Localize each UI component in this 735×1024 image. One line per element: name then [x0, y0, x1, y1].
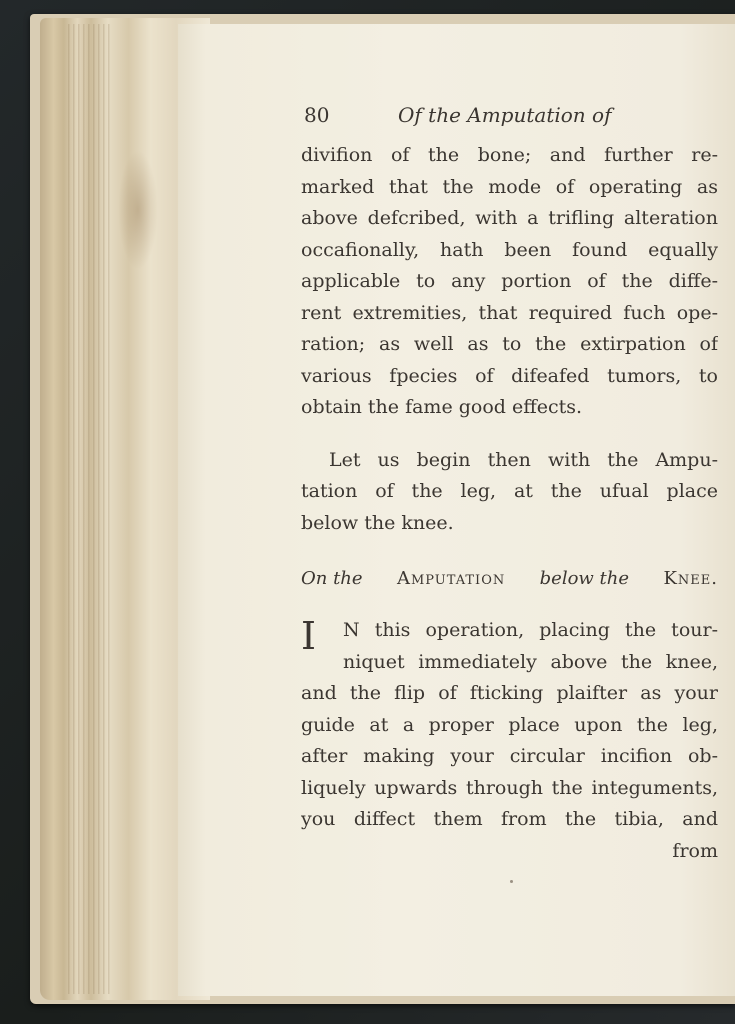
text-line: guide at a proper place upon the leg, [301, 713, 718, 736]
text-line: you diffect them from the tibia, and [301, 808, 718, 830]
heading-prefix: On the [301, 568, 363, 589]
text-line: niquet immediately above the knee, [343, 650, 718, 673]
text-line: liquely upwards through the integuments, [301, 776, 718, 799]
text-line: applicable to any portion of the diffe- [301, 270, 718, 292]
text-line: above defcribed, with a trifling alteration [301, 207, 718, 229]
text-line: N this operation, placing the tour- [343, 619, 718, 641]
heading-amputation: Amputation [396, 568, 506, 589]
text-line: below the knee. [301, 511, 454, 534]
drop-cap: I [301, 614, 317, 658]
paragraph-3 [301, 615, 718, 867]
running-head [301, 100, 718, 140]
text-line: obtain the fame good effects. [301, 396, 583, 418]
text-line: ration; as well as to the extirpation of [301, 333, 718, 355]
text-line: after making your circular incifion ob- [301, 745, 718, 767]
text-line: occafionally, hath been found equally [301, 238, 718, 261]
heading-middle: below the [539, 568, 630, 589]
text-line: divifion of the bone; and further re- [301, 144, 718, 166]
catchword: from [672, 839, 718, 862]
page-text [301, 100, 718, 867]
paper-speck [510, 880, 513, 883]
text-line: various fpecies of difeafed tumors, to [301, 364, 718, 387]
paragraph-2 [301, 445, 718, 540]
page-number: 80 [304, 103, 330, 127]
paragraph-1 [301, 140, 718, 424]
page-stain [118, 150, 158, 270]
text-line: rent extremities, that required fuch ope- [301, 301, 718, 324]
running-head-title: Of the Amputation of [398, 103, 612, 127]
first-line [301, 614, 718, 658]
heading-knee: Knee. [663, 568, 718, 589]
text-line: and the flip of fticking plaifter as your [301, 682, 718, 704]
text-line: tation of the leg, at the ufual place [301, 480, 718, 502]
text-line: marked that the mode of operating as [301, 175, 718, 198]
text-line: Let us begin then with the Ampu- [329, 448, 718, 471]
section-heading [301, 563, 718, 595]
